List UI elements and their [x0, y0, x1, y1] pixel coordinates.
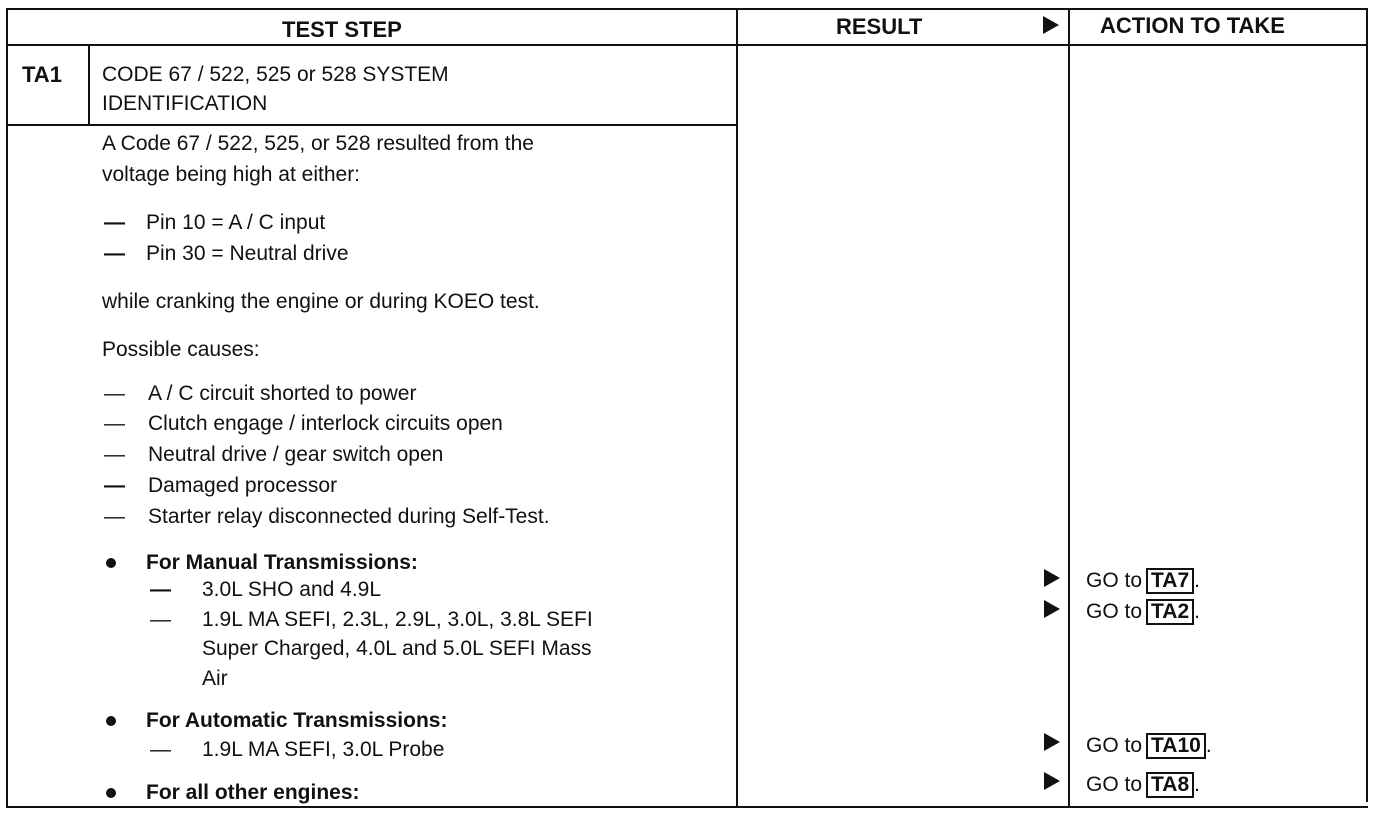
while-text: while cranking the engine or during KOEO test.	[102, 290, 540, 313]
goto-action	[1086, 566, 1200, 596]
pin-item: Pin 10 = A / C input	[146, 211, 326, 234]
bullet-icon	[106, 788, 116, 798]
goto-period: .	[1194, 773, 1200, 796]
intro-line-1: A Code 67 / 522, 525, or 528 resulted from the	[102, 132, 534, 155]
goto-action	[1086, 770, 1200, 800]
auto-dash-icon: —	[150, 738, 171, 761]
goto-label: GO to	[1086, 600, 1143, 623]
table-right-border	[1366, 8, 1368, 802]
step-title-line-1: CODE 67 / 522, 525 or 528 SYSTEM	[102, 63, 449, 86]
manual-item-continued: Super Charged, 4.0L and 5.0L SEFI Mass	[202, 637, 592, 660]
header-bottom-border	[6, 44, 1368, 46]
goto-label: GO to	[1086, 734, 1143, 757]
manual-title: For Manual Transmissions:	[146, 551, 418, 574]
cause-dash-icon: —	[104, 412, 125, 435]
step-title-divider	[6, 124, 738, 126]
goto-ref-link[interactable]: TA10	[1146, 733, 1206, 759]
manual-item: 3.0L SHO and 4.9L	[202, 578, 382, 601]
step-title-line-2: IDENTIFICATION	[102, 92, 268, 115]
result-arrow-icon	[1044, 569, 1060, 587]
goto-period: .	[1194, 600, 1200, 623]
intro-line-2: voltage being high at either:	[102, 163, 361, 186]
goto-period: .	[1205, 734, 1212, 757]
goto-ref-link[interactable]: TA7	[1146, 568, 1194, 594]
cause-item: A / C circuit shorted to power	[148, 382, 417, 405]
table-top-border	[6, 8, 1368, 10]
goto-ref-link[interactable]: TA8	[1146, 772, 1194, 798]
action-column-divider	[1068, 8, 1070, 806]
cause-dash-icon: —	[104, 443, 125, 466]
cause-dash-icon: —	[104, 505, 125, 528]
manual-item-continued: Air	[202, 667, 228, 690]
goto-action	[1086, 597, 1200, 627]
pin-dash-icon: —	[104, 242, 125, 265]
header-arrow-icon	[1043, 16, 1059, 34]
manual-dash-icon: —	[150, 608, 171, 631]
pin-dash-icon: —	[104, 211, 125, 234]
cause-dash-icon: —	[104, 474, 125, 497]
cause-item: Neutral drive / gear switch open	[148, 443, 444, 466]
goto-ref-link[interactable]: TA2	[1146, 599, 1194, 625]
pin-item: Pin 30 = Neutral drive	[146, 242, 349, 265]
header-action: ACTION TO TAKE	[1100, 13, 1285, 38]
step-id-divider	[88, 44, 90, 126]
result-column-divider	[736, 8, 738, 806]
cause-item: Damaged processor	[148, 474, 338, 497]
causes-title: Possible causes:	[102, 338, 260, 361]
result-arrow-icon	[1044, 772, 1060, 790]
header-test-step: TEST STEP	[282, 17, 402, 42]
bullet-icon	[106, 716, 116, 726]
manual-item: 1.9L MA SEFI, 2.3L, 2.9L, 3.0L, 3.8L SEFI	[202, 608, 593, 631]
cause-dash-icon: —	[104, 382, 125, 405]
cause-item: Clutch engage / interlock circuits open	[148, 412, 503, 435]
manual-dash-icon: —	[150, 578, 171, 601]
goto-period: .	[1194, 569, 1200, 592]
goto-action	[1086, 731, 1212, 761]
result-arrow-icon	[1044, 600, 1060, 618]
other-title: For all other engines:	[146, 781, 360, 804]
bullet-icon	[106, 558, 116, 568]
table-left-border	[6, 8, 8, 808]
auto-item: 1.9L MA SEFI, 3.0L Probe	[202, 738, 445, 761]
goto-label: GO to	[1086, 569, 1143, 592]
auto-title: For Automatic Transmissions:	[146, 709, 448, 732]
header-result: RESULT	[836, 14, 923, 39]
step-id: TA1	[22, 62, 62, 87]
result-arrow-icon	[1044, 733, 1060, 751]
goto-label: GO to	[1086, 773, 1143, 796]
cause-item: Starter relay disconnected during Self-Test.	[148, 505, 550, 528]
